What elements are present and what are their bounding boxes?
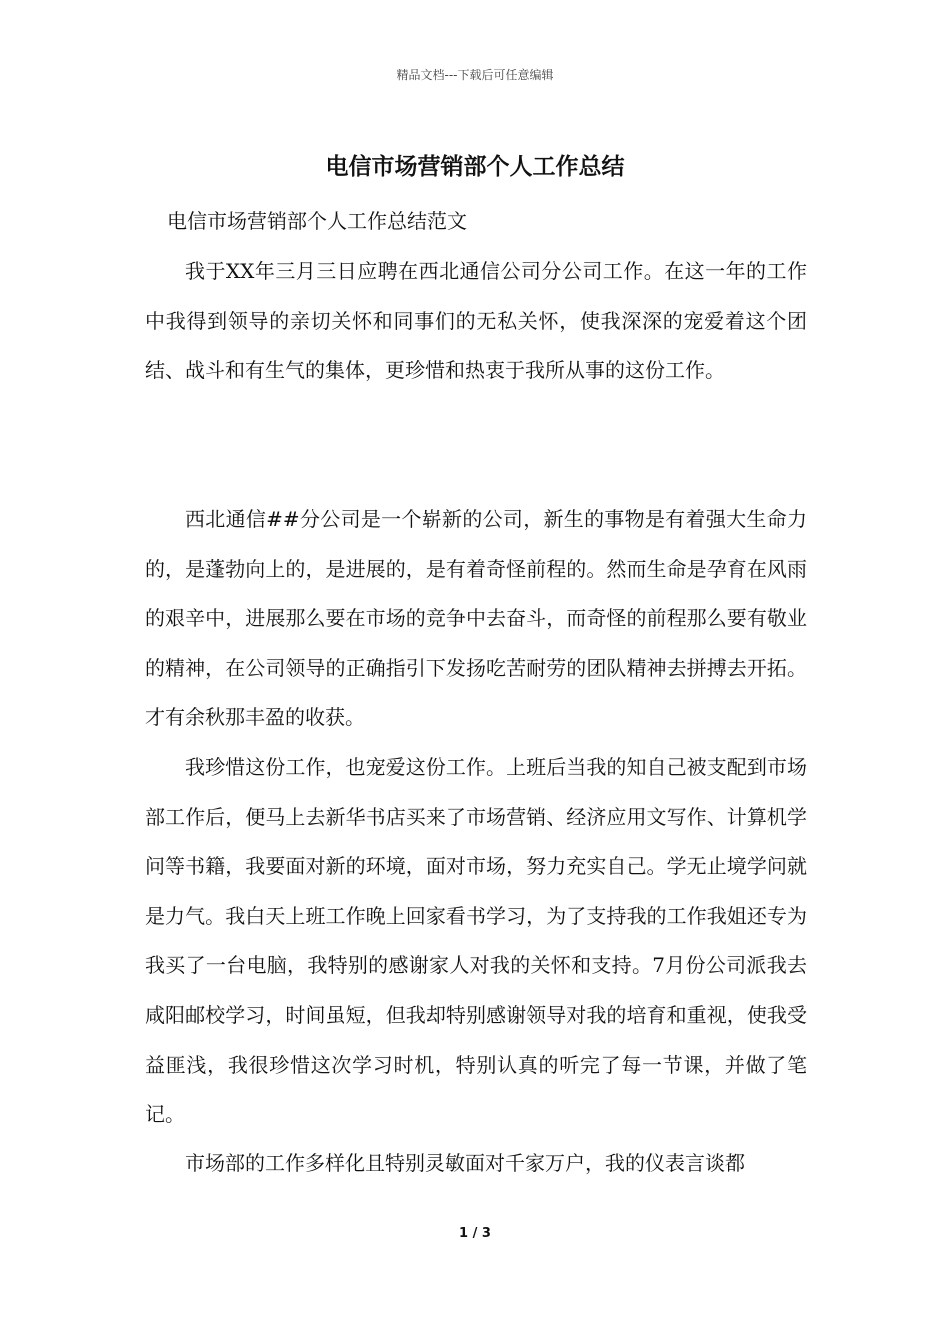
- page-header: 精品文档---下载后可任意编辑: [396, 68, 554, 82]
- body-paragraph: 西北通信##分公司是一个崭新的公司，新生的事物是有着强大生命力的，是蓬勃向上的，是进展的，是有着奇怪前程的。然而生命是孕育在风雨的艰辛中，进展那么要在市场的竞争中去奋斗，而奇怪的前程那么要有敬业的精神，在公司领导的正确指引下发扬吃苦耐劳的团队精神去拼搏去开拓。才有余秋那丰盈的收获。: [145, 507, 807, 730]
- document-subtitle: 电信市场营销部个人工作总结范文: [167, 209, 467, 233]
- document-title: 电信市场营销部个人工作总结: [325, 153, 625, 180]
- body-paragraph: 我于XX年三月三日应聘在西北通信公司分公司工作。在这一年的工作中我得到领导的亲切关怀和同事们的无私关怀，使我深深的宠爱着这个团结、战斗和有生气的集体，更珍惜和热衷于我所从事的这份工作。: [145, 259, 807, 383]
- body-paragraph: 市场部的工作多样化且特别灵敏面对千家万户，我的仪表言谈都: [185, 1151, 745, 1175]
- body-paragraph: 我珍惜这份工作，也宠爱这份工作。上班后当我的知自己被支配到市场部工作后，便马上去新华书店买来了市场营销、经济应用文写作、计算机学问等书籍，我要面对新的环境，面对市场，努力充实自己。学无止境学问就是力气。我白天上班工作晚上回家看书学习，为了支持我的工作我姐还专为我买了一台电脑，我特别的感谢家人对我的关怀和支持。7月份公司派我去咸阳邮校学习，时间虽短，但我却特别感谢领导对我的培育和重视，使我受益匪浅，我很珍惜这次学习时机，特别认真的听完了每一节课，并做了笔记。: [145, 755, 807, 1127]
- page-number: 1 / 3: [459, 1226, 491, 1241]
